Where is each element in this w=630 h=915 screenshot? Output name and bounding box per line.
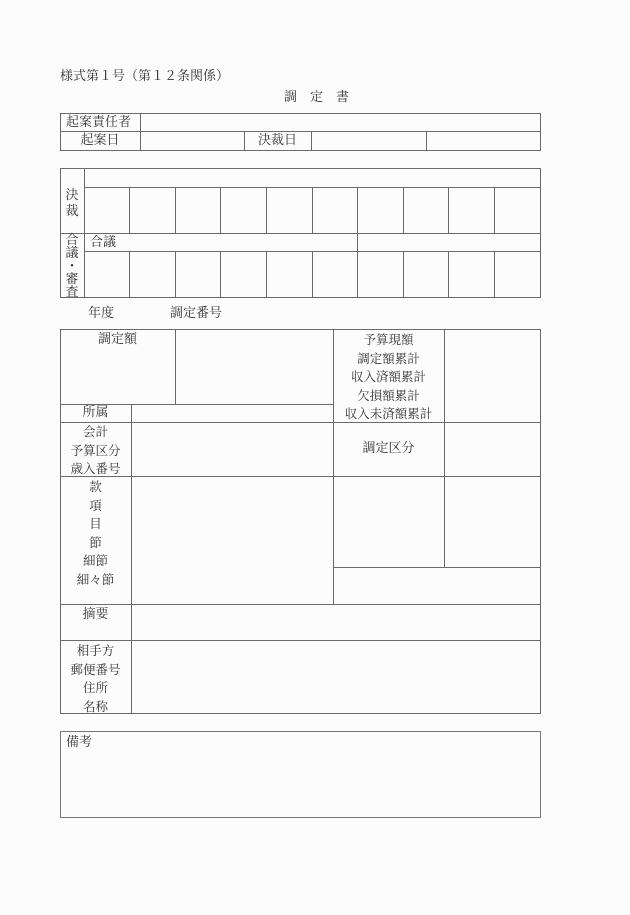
fiscal-year-label: 年度 [88, 306, 115, 321]
responsible-person-label: 起案責任者 [66, 115, 132, 130]
account-field[interactable] [132, 423, 332, 475]
account-labels: 会計 予算区分 歳入番号 [70, 424, 121, 476]
extra-field[interactable] [427, 132, 540, 150]
department-label: 所属 [82, 405, 109, 420]
decision-label: 決 裁 [65, 188, 79, 219]
counterparty-field[interactable] [132, 641, 540, 712]
draft-date-label: 起案日 [80, 133, 120, 148]
assessment-category-field[interactable] [445, 423, 540, 475]
classification-extra-field-2[interactable] [445, 477, 540, 566]
consultation-header: 合議 [90, 235, 117, 250]
consultation-review-label: 合 議 ・ 審 査 [65, 233, 79, 300]
budget-value-field[interactable] [445, 330, 540, 421]
draft-date-field[interactable] [141, 132, 243, 150]
summary-field[interactable] [132, 605, 540, 639]
decision-date-field[interactable] [312, 132, 425, 150]
decision-date-label: 決裁日 [257, 133, 297, 148]
counterparty-labels: 相手方 郵便番号 住所 名称 [70, 643, 121, 714]
assessment-number-label: 調定番号 [170, 306, 223, 321]
responsible-person-field[interactable] [141, 114, 540, 131]
form-number: 様式第１号（第１２条関係） [60, 69, 230, 84]
document-title: 調 定 書 [284, 90, 350, 105]
summary-label: 摘要 [82, 607, 109, 622]
remarks-label: 備考 [66, 735, 93, 750]
remarks-box[interactable] [60, 731, 541, 818]
classification-extra-field-3[interactable] [334, 568, 540, 603]
classification-labels: 款 項 目 節 細節 細々節 [76, 479, 115, 587]
assessment-category-label: 調定区分 [362, 441, 415, 456]
department-field[interactable] [132, 405, 332, 421]
budget-labels: 予算現額 調定額累計 収入済額累計 欠損額累計 収入未済額累計 [344, 332, 433, 421]
classification-extra-field-1[interactable] [334, 477, 443, 566]
assessment-amount-field[interactable] [176, 330, 332, 403]
assessment-amount-label: 調定額 [97, 332, 137, 347]
classification-field[interactable] [132, 477, 332, 603]
